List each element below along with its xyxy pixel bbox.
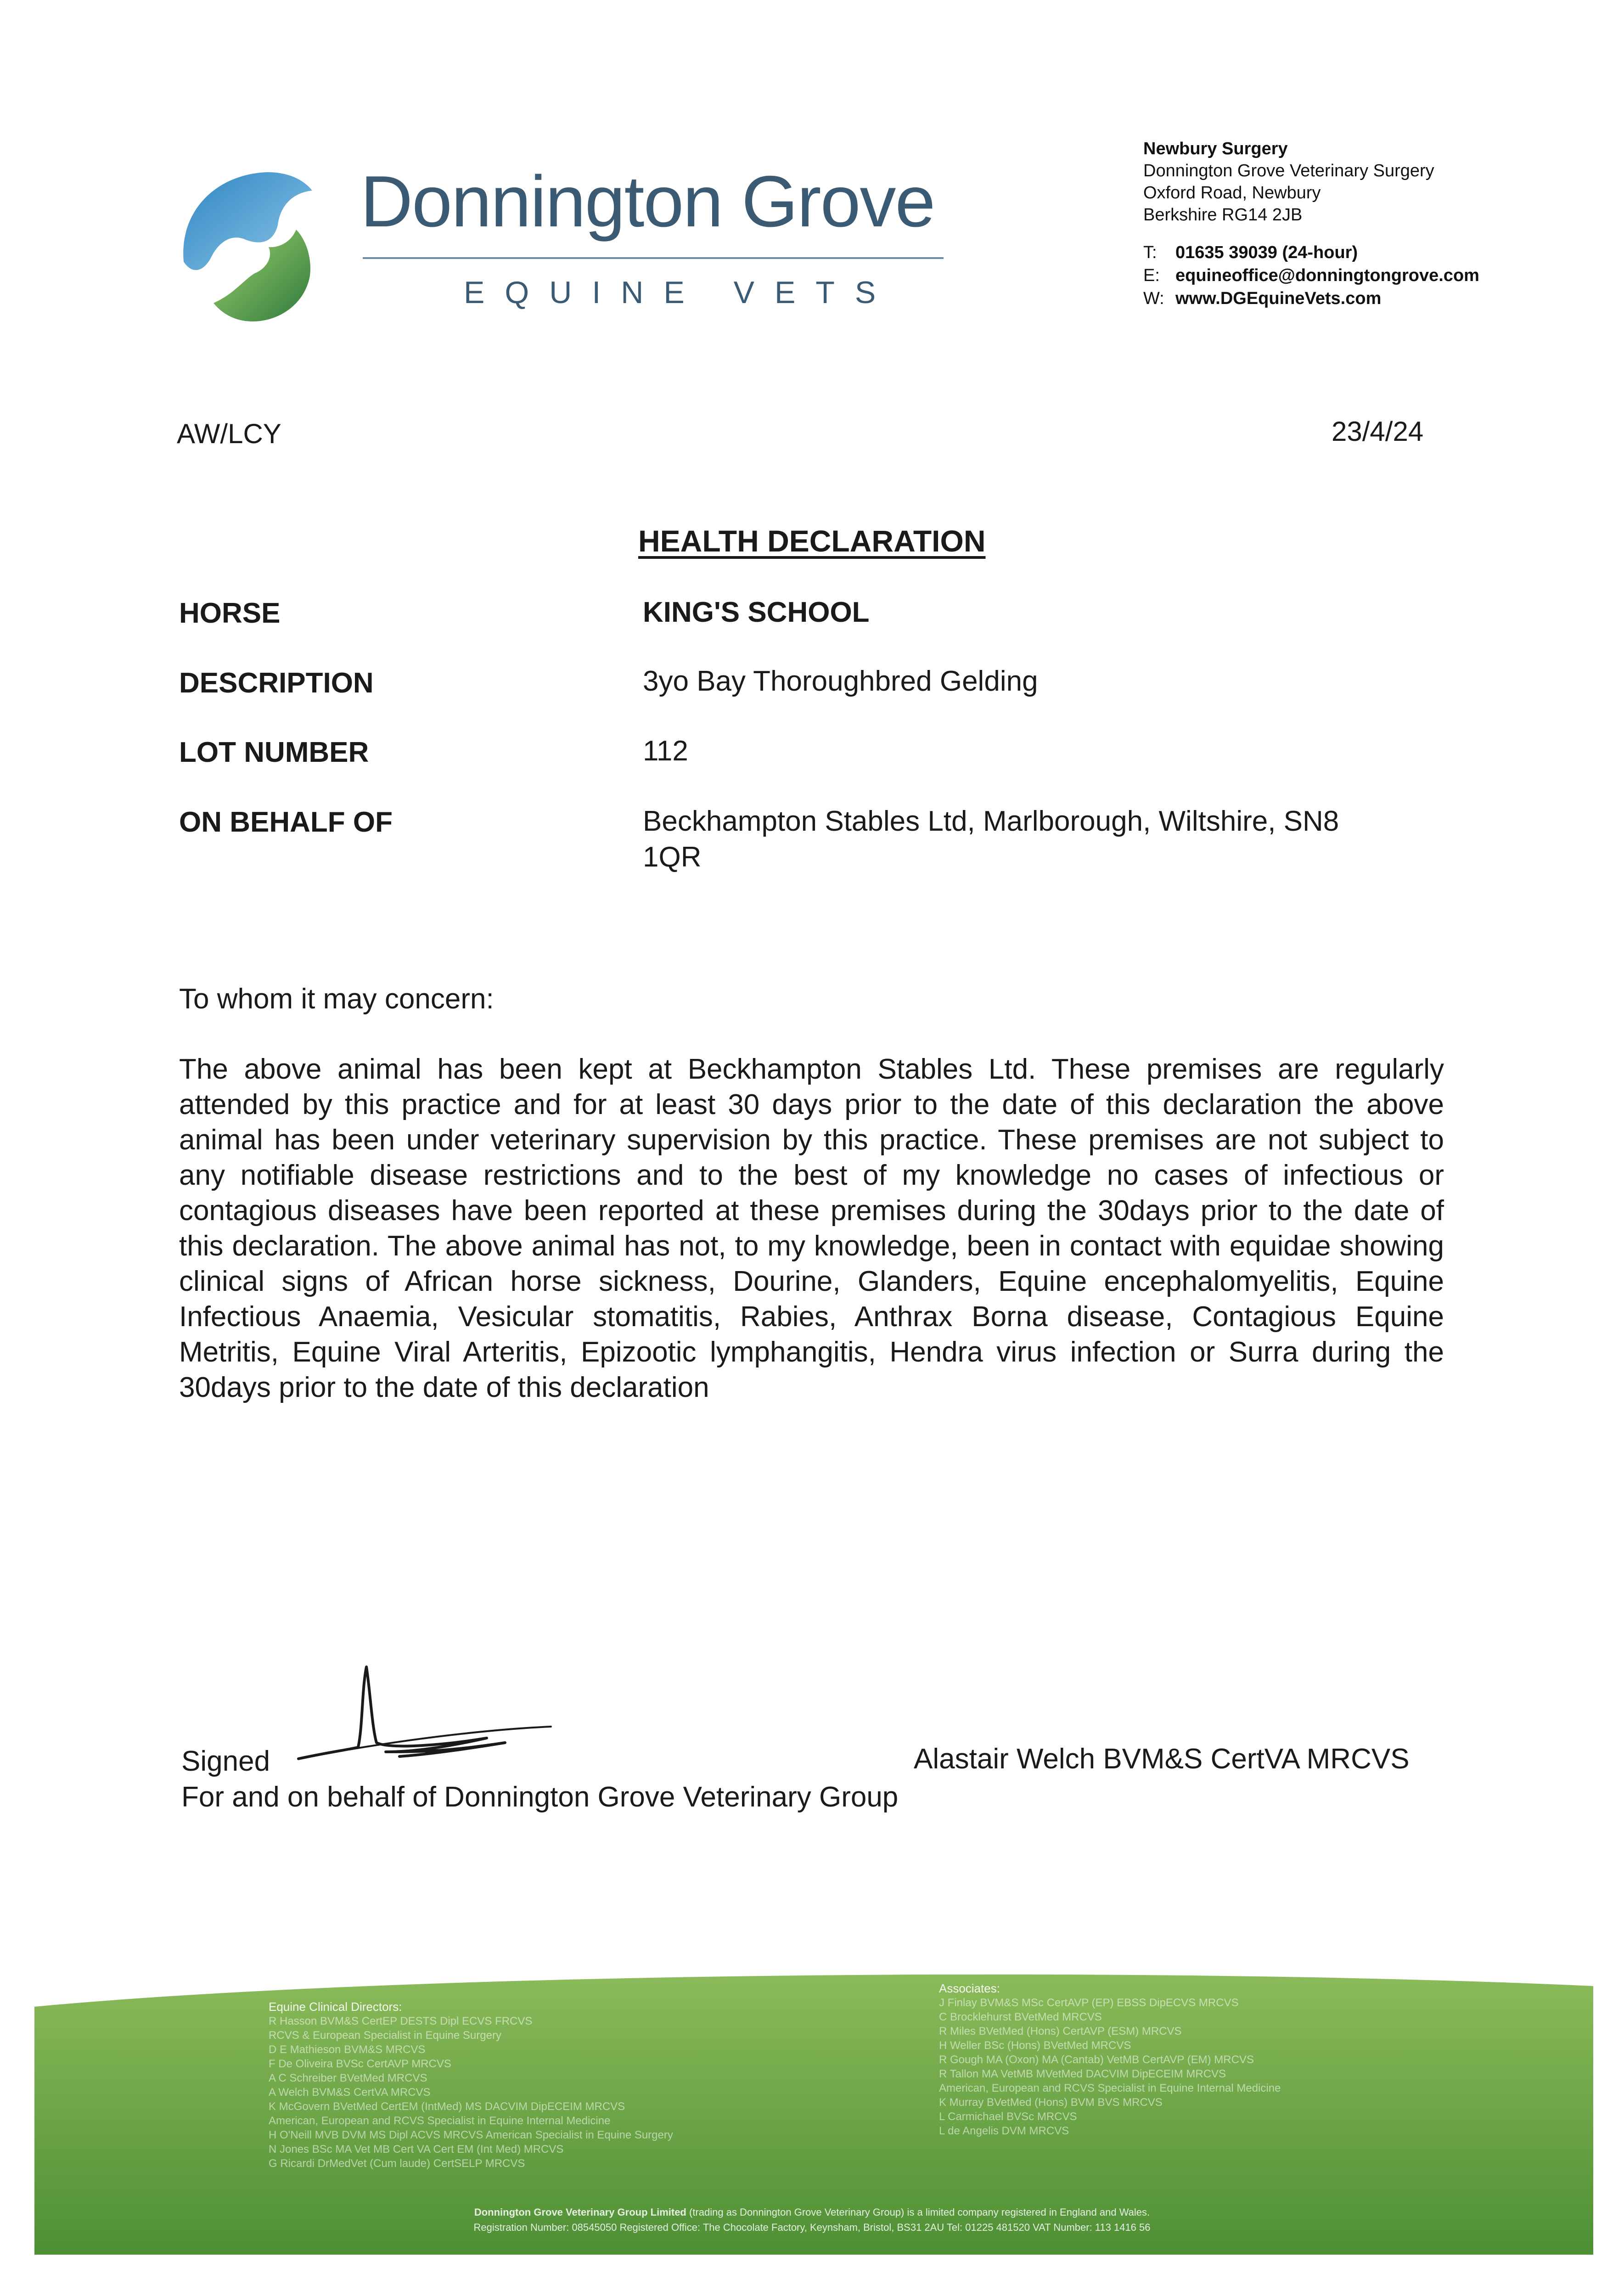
lot-number-label: LOT NUMBER — [179, 737, 369, 768]
description-label: DESCRIPTION — [179, 667, 374, 699]
surgery-name: Newbury Surgery — [1143, 139, 1288, 158]
associates-list — [939, 1981, 1281, 2138]
director-entry: N Jones BSc MA Vet MB Cert VA Cert EM (Int Med) MRCVS — [269, 2143, 564, 2155]
phone-number[interactable]: 01635 39039 (24-hour) — [1175, 243, 1358, 262]
email-link[interactable]: equineoffice@donningtongrove.com — [1175, 266, 1479, 285]
director-entry: A Welch BVM&S CertVA MRCVS — [269, 2086, 431, 2099]
director-entry: D E Mathieson BVM&S MRCVS — [269, 2043, 426, 2056]
document-title: HEALTH DECLARATION — [638, 524, 986, 558]
contact-details — [1143, 241, 1479, 310]
practice-logo-mark — [174, 165, 331, 324]
lot-number-value: 112 — [643, 735, 688, 767]
web-label: W: — [1143, 289, 1164, 308]
company-registration-line: Registration Number: 08545050 Registered Office: The Chocolate Factory, Keynsham, Bristol, BS31 2AU Tel: 01225 481520 VAT Number: 113 1416 56 — [473, 2222, 1151, 2233]
signed-label: Signed — [181, 1745, 270, 1777]
on-behalf-line: Beckhampton Stables Ltd, Marlborough, Wiltshire, SN8 — [643, 805, 1339, 837]
associates-heading: Associates: — [939, 1981, 1000, 1995]
associate-entry: K Murray BVetMed (Hons) BVM BVS MRCVS — [939, 2096, 1163, 2109]
company-legal-text: (trading as Donnington Grove Veterinary Group) is a limited company registered in England and Wales. — [689, 2206, 1150, 2218]
company-legal-line — [0, 2206, 1624, 2218]
associate-entry: L de Angelis DVM MRCVS — [939, 2125, 1069, 2137]
associate-entry: American, European and RCVS Specialist in Equine Internal Medicine — [939, 2082, 1281, 2094]
director-entry: K McGovern BVetMed CertEM (IntMed) MS DACVIM DipECEIM MRCVS — [269, 2100, 625, 2113]
director-entry: H O'Neill MVB DVM MS Dipl ACVS MRCVS American Specialist in Equine Surgery — [269, 2129, 673, 2141]
director-entry: R Hasson BVM&S CertEP DESTS Dipl ECVS FRCVS — [269, 2015, 533, 2027]
practice-subtitle: EQUINE VETS — [464, 275, 896, 310]
logo-divider — [363, 257, 944, 259]
practice-name: Donnington Grove — [360, 161, 935, 242]
associate-entry: R Miles BVetMed (Hons) CertAVP (ESM) MRCVS — [939, 2025, 1182, 2037]
horse-value: KING'S SCHOOL — [643, 597, 870, 628]
associate-entry: R Gough MA (Oxon) MA (Cantab) VetMB CertAVP (EM) MRCVS — [939, 2054, 1254, 2066]
address-line: Donnington Grove Veterinary Surgery — [1143, 161, 1434, 180]
director-entry: A C Schreiber BVetMed MRCVS — [269, 2072, 427, 2084]
declaration-body: The above animal has been kept at Beckhampton Stables Ltd. These premises are regularly attended by this practice and for at least 30 days prior to the date of this declaration the above animal has been under veterinary supervision by this practice. These premises are not subject to any notifiable disease restrictions and to the best of my knowledge no cases of infectious or contagious diseases have been reported at these premises during the 30days prior to the date of this declaration. The above animal has not, to my knowledge, been in contact with equidae showing clinical signs of African horse sickness, Dourine, Glanders, Equine encephalomyelitis, Equine Infectious Anaemia, Vesicular stomatitis, Rabies, Anthrax Borna disease, Contagious Equine Metritis, Equine Viral Arteritis, Epizootic lymphangitis, Hendra virus infection or Surra during the 30days prior to the date of this declaration — [179, 1053, 1444, 1403]
letter-date: 23/4/24 — [1332, 416, 1424, 447]
associate-entry: R Tallon MA VetMB MVetMed DACVIM DipECEIM MRCVS — [939, 2068, 1226, 2080]
associate-entry: C Brocklehurst BVetMed MRCVS — [939, 2011, 1102, 2023]
on-behalf-line: 1QR — [643, 841, 702, 873]
signatory-name: Alastair Welch BVM&S CertVA MRCVS — [914, 1743, 1410, 1775]
company-name: Donnington Grove Veterinary Group Limited — [474, 2206, 686, 2218]
reference-code: AW/LCY — [177, 418, 281, 449]
associate-entry: J Finlay BVM&S MSc CertAVP (EP) EBSS DipECVS MRCVS — [939, 1997, 1239, 2009]
address-line: Berkshire RG14 2JB — [1143, 205, 1303, 225]
address-line: Oxford Road, Newbury — [1143, 183, 1321, 203]
horse-label: HORSE — [179, 597, 281, 629]
on-behalf-label: ON BEHALF OF — [179, 806, 393, 838]
associate-entry: H Weller BSc (Hons) BVetMed MRCVS — [939, 2039, 1131, 2052]
associate-entry: L Carmichael BVSc MRCVS — [939, 2110, 1077, 2123]
directors-heading: Equine Clinical Directors: — [269, 2000, 402, 2014]
phone-label: T: — [1143, 243, 1157, 262]
description-value: 3yo Bay Thoroughbred Gelding — [643, 665, 1038, 697]
salutation: To whom it may concern: — [179, 983, 494, 1015]
surgery-address — [1143, 138, 1434, 226]
director-entry: RCVS & European Specialist in Equine Surgery — [269, 2029, 501, 2042]
handwritten-signature — [294, 1658, 560, 1773]
email-label: E: — [1143, 266, 1160, 285]
director-entry: American, European and RCVS Specialist in Equine Internal Medicine — [269, 2115, 611, 2127]
website-link[interactable]: www.DGEquineVets.com — [1175, 289, 1382, 308]
signatory-behalf: For and on behalf of Donnington Grove Veterinary Group — [181, 1781, 899, 1813]
director-entry: F De Oliveira BVSc CertAVP MRCVS — [269, 2058, 451, 2070]
on-behalf-value — [643, 804, 1339, 875]
director-entry: G Ricardi DrMedVet (Cum laude) CertSELP MRCVS — [269, 2157, 525, 2170]
directors-list — [269, 2000, 673, 2171]
